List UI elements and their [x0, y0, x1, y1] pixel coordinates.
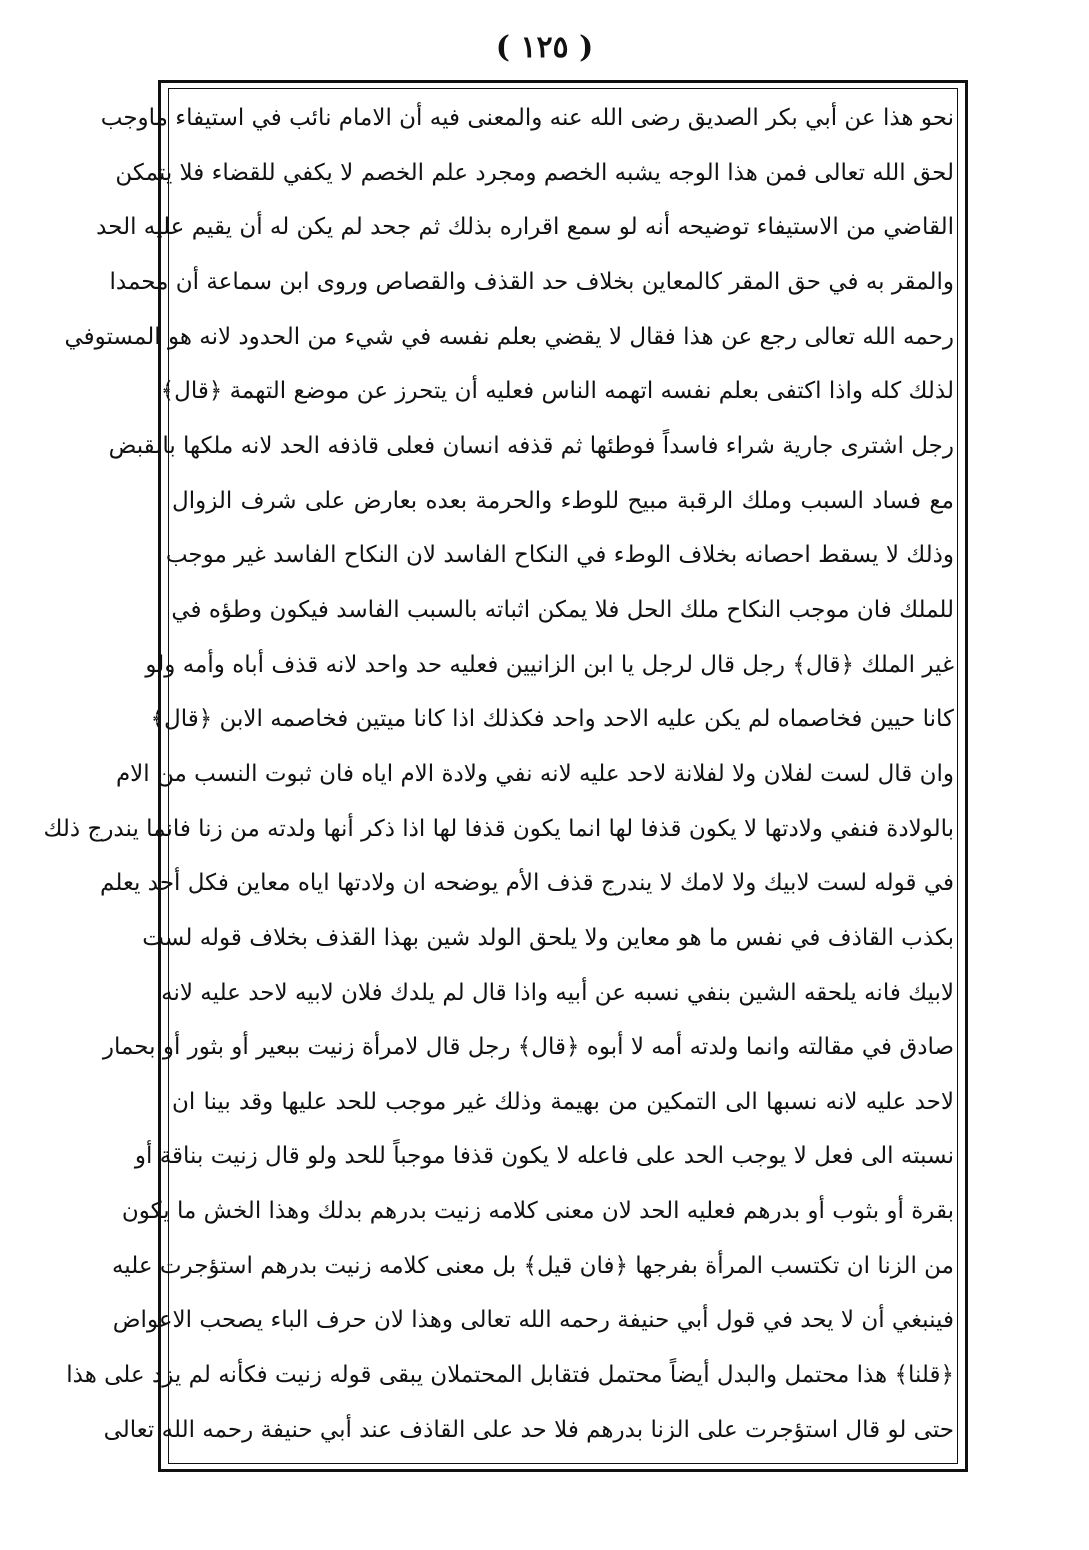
text-line: لابيك فانه يلحقه الشين بنفي نسبه عن أبيه واذا قال لم يلدك فلان لابيه لاحد عليه لانه	[161, 979, 954, 1006]
text-line: حتى لو قال استؤجرت على الزنا بدرهم فلا حد على القاذف عند أبي حنيفة رحمه الله تعالى	[103, 1416, 954, 1443]
text-line: لذلك كله واذا اكتفى بعلم نفسه اتهمه الناس فعليه أن يتحرز عن موضع التهمة ﴿قال﴾	[160, 378, 954, 405]
text-line: رجل اشترى جارية شراء فاسداً فوطئها ثم قذفه انسان فعلى قاذفه الحد لانه ملكها بالقبض	[108, 432, 954, 459]
text-line: في قوله لست لابيك ولا لامك لا يندرج قذف الأم يوضحه ان ولادتها اياه معاين فكل أحد يعلم	[100, 870, 954, 897]
text-line: وان قال لست لفلان ولا لفلانة لاحد عليه لانه نفي ولادة الام اياه فان ثبوت النسب من الام	[115, 760, 954, 787]
text-line: وذلك لا يسقط احصانه بخلاف الوطء في النكاح الفاسد لان النكاح الفاسد غير موجب	[165, 542, 954, 569]
text-line: لاحد عليه لانه نسبها الى التمكين من بهيمة وذلك غير موجب للحد عليها وقد بينا ان	[172, 1088, 954, 1115]
text-line: القاضي من الاستيفاء توضيحه أنه لو سمع اقراره بذلك ثم جحد لم يكن له أن يقيم عليه الحد	[96, 214, 954, 241]
text-line: مع فساد السبب وملك الرقبة مبيح للوطء والحرمة بعده بعارض على شرف الزوال	[172, 487, 954, 514]
text-line: لحق الله تعالى فمن هذا الوجه يشبه الخصم ومجرد علم الخصم لا يكفي للقضاء فلا يتمكن	[115, 159, 954, 186]
text-line: والمقر به في حق المقر كالمعاين بخلاف حد القذف والقصاص وروى ابن سماعة أن محمدا	[109, 268, 954, 295]
text-body	[43, 98, 954, 1450]
text-line: نسبته الى فعل لا يوجب الحد على فاعله لا يكون قذفا موجباً للحد ولو قال زنيت بناقة أو	[134, 1143, 954, 1170]
text-line: بقرة أو بثوب أو بدرهم فعليه الحد لان معنى كلامه زنيت بدرهم بدلك وهذا الخش ما يكون	[121, 1198, 954, 1225]
text-line: بكذب القاذف في نفس ما هو معاين ولا يلحق الولد شين بهذا القذف بخلاف قوله لست	[142, 924, 954, 951]
text-line: للملك فان موجب النكاح ملك الحل فلا يمكن اثباته بالسبب الفاسد فيكون وطؤه في	[171, 596, 954, 623]
text-line: رحمه الله تعالى رجع عن هذا فقال لا يقضي بعلم نفسه في شيء من الحدود لانه هو المستوفي	[64, 323, 954, 350]
text-line: ﴿قلنا﴾ هذا محتمل والبدل أيضاً محتمل فتقابل المحتملان يبقى قوله زنيت فكأنه لم يزد على هذا	[66, 1362, 954, 1389]
text-line: نحو هذا عن أبي بكر الصديق رضى الله عنه والمعنى فيه أن الامام نائب في استيفاء ماوجب	[100, 105, 954, 131]
text-line: كانا حيين فخاصماه لم يكن عليه الاحد واحد فكذلك اذا كانا ميتين فخاصمه الابن ﴿قال﴾	[150, 706, 954, 733]
text-line: من الزنا ان تكتسب المرأة بفرجها ﴿فان قيل﴾ بل معنى كلامه زنيت بدرهم استؤجرت عليه	[111, 1252, 954, 1279]
text-line: غير الملك ﴿قال﴾ رجل قال لرجل يا ابن الزانيين فعليه حد واحد لانه قذف أباه وأمه ولو	[145, 651, 954, 678]
text-line: صادق في مقالته وانما ولدته أمه لا أبوه ﴿قال﴾ رجل قال لامرأة زنيت ببعير أو بثور أو بحمار	[102, 1034, 954, 1061]
text-line: بالولادة فنفي ولادتها لا يكون قذفا لها انما يكون قذفا لها اذا ذكر أنها ولدته من زنا فانما يندرج ذلك	[43, 815, 954, 842]
text-line: فينبغي أن لا يحد في قول أبي حنيفة رحمه الله تعالى وهذا لان حرف الباء يصحب الاعواض	[112, 1307, 954, 1334]
page-number: ( ١٢٥ )	[495, 30, 594, 65]
